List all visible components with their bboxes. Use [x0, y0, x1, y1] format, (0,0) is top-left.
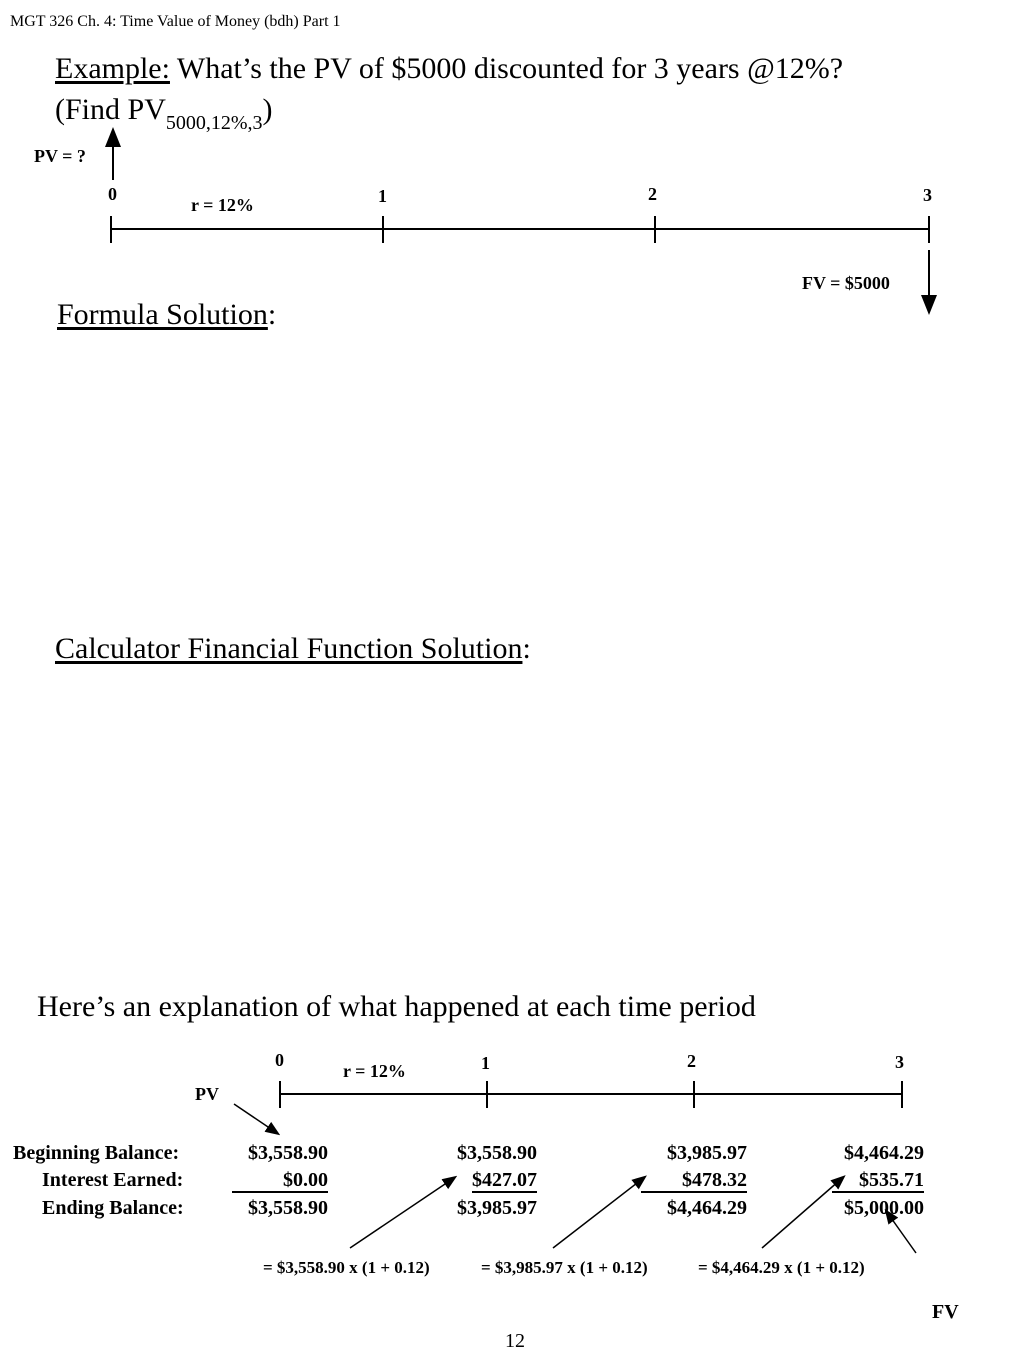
- calculator-solution-colon: :: [522, 632, 531, 665]
- col1-ending: $3,985.97: [457, 1197, 537, 1219]
- col2-ending: $4,464.29: [667, 1197, 747, 1219]
- period-label-2: 2: [648, 184, 657, 204]
- row-label-beginning: Beginning Balance:: [13, 1142, 180, 1164]
- period-label-0: 0: [108, 184, 117, 204]
- period-label-1: 1: [378, 186, 387, 206]
- col3-beginning: $4,464.29: [844, 1142, 924, 1164]
- col1-interest: $427.07: [472, 1169, 537, 1191]
- col1-beginning: $3,558.90: [457, 1142, 537, 1164]
- pv-pointer-arrow: [234, 1104, 274, 1131]
- col0-interest: $0.00: [232, 1169, 328, 1193]
- row-label-interest: Interest Earned:: [42, 1169, 184, 1191]
- t2-pv-label: PV: [195, 1084, 219, 1104]
- formula-arrow-1: [350, 1180, 451, 1248]
- timeline-2: [234, 1081, 916, 1253]
- col0-beginning: $3,558.90: [248, 1142, 328, 1164]
- col2-interest: $478.32: [641, 1169, 747, 1193]
- calculator-solution-label: Calculator Financial Function Solution: [55, 632, 523, 665]
- t2-period-label-0: 0: [275, 1050, 284, 1070]
- t2-fv-label: FV: [932, 1301, 959, 1323]
- formula-solution-colon: :: [267, 298, 277, 331]
- page-header: MGT 326 Ch. 4: Time Value of Money (bdh) Part 1: [10, 13, 341, 30]
- t2-period-label-2: 2: [687, 1051, 696, 1071]
- col3-ending: $5,000.00: [844, 1197, 924, 1219]
- row-label-ending: Ending Balance:: [42, 1197, 184, 1219]
- find-pv-prefix: (Find PV: [55, 93, 166, 126]
- find-pv-subscript: 5000,12%,3: [165, 112, 263, 134]
- example-label: Example:: [55, 52, 170, 85]
- t2-period-label-1: 1: [481, 1053, 490, 1073]
- col0-ending: $3,558.90: [248, 1197, 328, 1219]
- fv-pointer-arrow: [889, 1215, 916, 1253]
- explanation-heading: Here’s an explanation of what happened at each time period: [37, 990, 756, 1023]
- formula-arrow-2: [553, 1180, 641, 1248]
- col2-beginning: $3,985.97: [667, 1142, 747, 1164]
- rate-label: r = 12%: [191, 195, 254, 215]
- find-pv-suffix: ): [262, 93, 273, 126]
- formula-solution-label: Formula Solution: [57, 298, 268, 331]
- col1-interest-cell: [437, 1169, 537, 1192]
- page-number: 12: [505, 1330, 525, 1352]
- formula-solution-heading: [57, 298, 276, 332]
- period-label-3: 3: [923, 185, 932, 205]
- t2-rate-label: r = 12%: [343, 1061, 406, 1081]
- formula-1: = $3,558.90 x (1 + 0.12): [263, 1258, 430, 1277]
- example-question-text: What’s the PV of $5000 discounted for 3 years @12%?: [169, 52, 844, 85]
- t2-period-label-3: 3: [895, 1052, 904, 1072]
- formula-2: = $3,985.97 x (1 + 0.12): [481, 1258, 648, 1277]
- calculator-solution-heading: [55, 632, 531, 666]
- formula-3: = $4,464.29 x (1 + 0.12): [698, 1258, 865, 1277]
- pv-unknown-label: PV = ?: [34, 146, 86, 166]
- col3-interest: $535.71: [832, 1169, 924, 1193]
- fv-label: FV = $5000: [802, 273, 890, 293]
